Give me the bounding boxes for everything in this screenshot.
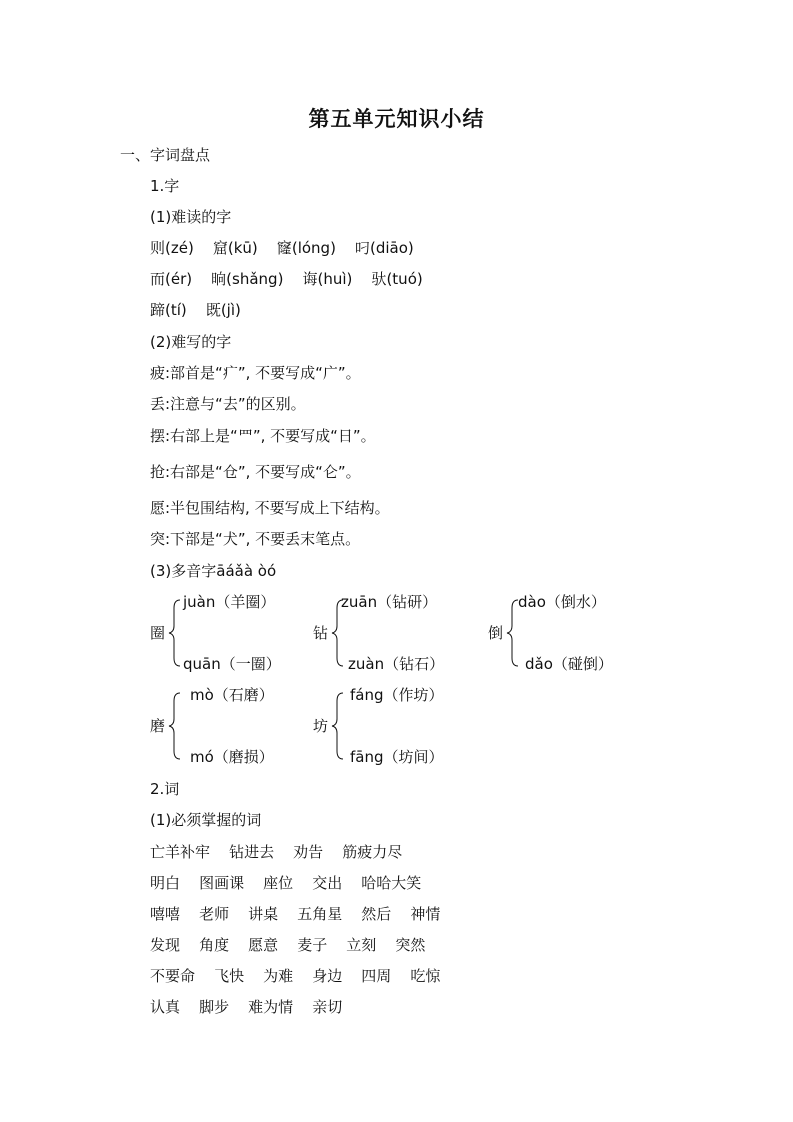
- brace-icon: [168, 691, 182, 761]
- polyphone-char: 坊: [313, 717, 329, 735]
- hard-write-row: 突:下部是“犬”, 不要丢末笔点。: [150, 530, 361, 548]
- subsection-words: 2.词: [150, 780, 180, 798]
- brace-icon: [331, 691, 345, 761]
- brace-icon: [168, 598, 182, 668]
- polyphone-reading-bottom: zuàn（钻石）: [348, 655, 445, 673]
- polyphone-reading-top: mò（石磨）: [190, 686, 274, 704]
- hard-read-heading: (1)难读的字: [150, 208, 232, 226]
- word-row: 不要命 飞快 为难 身边 四周 吃惊: [150, 967, 441, 985]
- polyphone-reading-bottom: mó（磨损）: [190, 748, 274, 766]
- hard-write-row: 疲:部首是“疒”, 不要写成“广”。: [150, 364, 361, 382]
- polyphone-reading-top: fáng（作坊）: [350, 686, 444, 704]
- polyphone-reading-bottom: dǎo（碰倒）: [525, 655, 613, 673]
- hard-write-heading: (2)难写的字: [150, 333, 232, 351]
- polyphone-char: 磨: [150, 717, 166, 735]
- word-row: 发现 角度 愿意 麦子 立刻 突然: [150, 936, 426, 954]
- hard-read-row: 蹄(tí) 既(jì): [150, 301, 241, 319]
- hard-read-row: 则(zé) 窟(kū) 窿(lóng) 叼(diāo): [150, 239, 414, 257]
- hard-read-row: 而(ér) 晌(shǎng) 诲(huì) 驮(tuó): [150, 270, 423, 288]
- hard-write-row: 丢:注意与“去”的区别。: [150, 395, 306, 413]
- polyphone-reading-bottom: quān（一圈）: [183, 655, 281, 673]
- polyphone-char: 圈: [150, 624, 166, 642]
- word-row: 明白 图画课 座位 交出 哈哈大笑: [150, 874, 422, 892]
- polyphone-heading: (3)多音字āáǎà òó: [150, 562, 277, 580]
- hard-write-row: 愿:半包围结构, 不要写成上下结构。: [150, 499, 390, 517]
- section-heading-words: 一、字词盘点: [120, 146, 211, 164]
- polyphone-reading-top: juàn（羊圈）: [183, 593, 276, 611]
- polyphone-reading-bottom: fāng（坊间）: [350, 748, 444, 766]
- polyphone-char: 钻: [313, 624, 329, 642]
- page-title: 第五单元知识小结: [308, 107, 485, 131]
- hard-write-row: 抢:右部是“仓”, 不要写成“仑”。: [150, 463, 361, 481]
- must-words-heading: (1)必须掌握的词: [150, 811, 262, 829]
- polyphone-char: 倒: [488, 624, 504, 642]
- subsection-characters: 1.字: [150, 177, 180, 195]
- word-row: 认真 脚步 难为情 亲切: [150, 998, 343, 1016]
- word-row: 亡羊补牢 钻进去 劝告 筋疲力尽: [150, 843, 403, 861]
- polyphone-reading-top: dào（倒水）: [518, 593, 606, 611]
- hard-write-row: 摆:右部上是“罒”, 不要写成“日”。: [150, 427, 376, 445]
- word-row: 嘻嘻 老师 讲桌 五角星 然后 神情: [150, 905, 441, 923]
- polyphone-reading-top: zuān（钻研）: [341, 593, 438, 611]
